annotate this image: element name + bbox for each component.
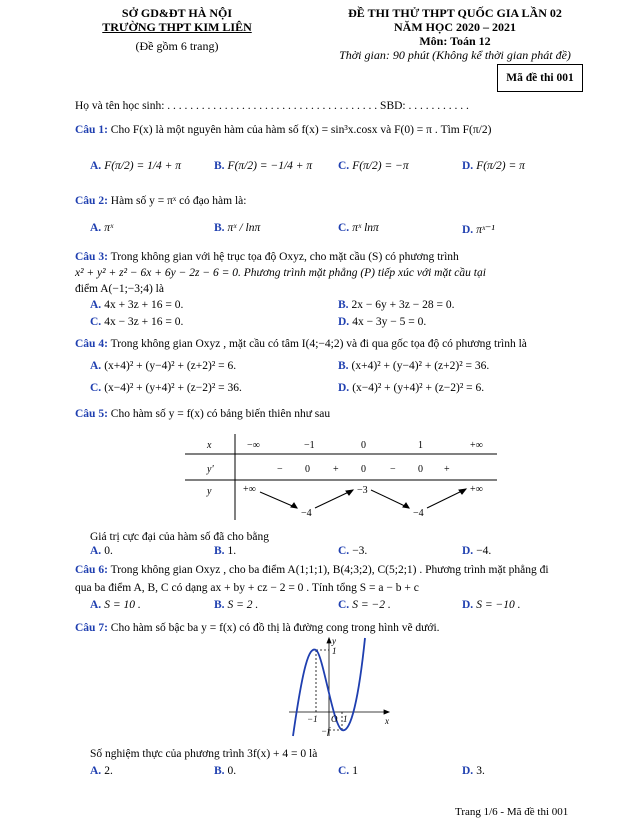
- vt-yp-label: y': [207, 464, 214, 475]
- q7-option-a[interactable]: A. 2.: [90, 765, 113, 777]
- vt-x-2: 0: [361, 440, 366, 451]
- vt-yp-2: +: [333, 464, 339, 475]
- vt-y-1: −4: [301, 508, 312, 519]
- q5-option-b[interactable]: B. 1.: [214, 545, 237, 557]
- exam-title: ĐỀ THI THỬ THPT QUỐC GIA LẦN 02: [348, 6, 562, 20]
- subject: Môn: Toán 12: [419, 34, 491, 48]
- q5-option-d[interactable]: D. −4.: [462, 545, 492, 557]
- graph-x-label: x: [385, 716, 389, 726]
- school-name: TRƯỜNG THPT KIM LIÊN: [102, 20, 252, 34]
- vt-y-3: −4: [413, 508, 424, 519]
- q4-option-b[interactable]: B. (x+4)² + (y−4)² + (z+2)² = 36.: [338, 360, 490, 372]
- question-1: [75, 124, 491, 136]
- vt-x-3: 1: [418, 440, 423, 451]
- question-7: Câu 7: Cho hàm số bậc ba y = f(x) có đồ thị là đường cong trong hình vẽ dưới.: [75, 622, 440, 634]
- exam-code-box: Mã đề thi 001: [497, 64, 583, 92]
- variation-table: [185, 434, 497, 520]
- q4-option-a[interactable]: A. (x+4)² + (y−4)² + (z+2)² = 6.: [90, 360, 237, 372]
- vt-y-4: +∞: [470, 484, 483, 495]
- graph-y-label: y: [332, 636, 336, 646]
- q2-option-c[interactable]: C. πˣ lnπ: [338, 222, 379, 234]
- q7-option-d[interactable]: D. 3.: [462, 765, 485, 777]
- question-4: Câu 4: Trong không gian Oxyz , mặt cầu có tâm I(4;−4;2) và đi qua gốc tọa độ có phương trình là: [75, 338, 527, 350]
- q6-option-d[interactable]: D. S = −10 .: [462, 599, 521, 611]
- vt-yp-5: 0: [418, 464, 423, 475]
- q3-option-b[interactable]: B. 2x − 6y + 3z − 28 = 0.: [338, 299, 455, 311]
- question-5-prompt: Giá trị cực đại của hàm số đã cho bằng: [90, 531, 269, 543]
- graph-origin: O: [331, 714, 338, 724]
- q5-option-c[interactable]: C. −3.: [338, 545, 368, 557]
- question-6-line2: qua ba điểm A, B, C có dạng ax + by + cz − 2 = 0 . Tính tổng S = a − b + c: [75, 582, 419, 594]
- graph-tick-neg1: −1: [307, 714, 318, 724]
- question-3-line2: x² + y² + z² − 6x + 6y − 2z − 6 = 0. Phương trình mặt phẳng (P) tiếp xúc với mặt cầu tại: [75, 267, 486, 279]
- q1-option-b[interactable]: B. F(π/2) = −1/4 + π: [214, 160, 313, 172]
- vt-yp-3: 0: [361, 464, 366, 475]
- vt-y-0: +∞: [243, 484, 256, 495]
- exam-header: [300, 6, 610, 62]
- graph-top-value: 1: [332, 646, 337, 656]
- school-year: NĂM HỌC 2020 – 2021: [394, 20, 516, 34]
- vt-y-label: y: [207, 486, 212, 497]
- exam-duration: Thời gian: 90 phút (Không kể thời gian phát đề): [339, 48, 571, 62]
- department-name: SỞ GD&ĐT HÀ NỘI: [121, 6, 233, 20]
- question-1-label: Câu 1:: [75, 124, 108, 136]
- question-2: Câu 2: Hàm số y = πˣ có đạo hàm là:: [75, 195, 247, 207]
- question-3: Câu 3: Trong không gian với hệ trục tọa độ Oxyz, cho mặt cầu (S) có phương trình: [75, 251, 459, 263]
- q7-option-b[interactable]: B. 0.: [214, 765, 237, 777]
- vt-x-1: −1: [304, 440, 315, 451]
- vt-y-2: −3: [357, 485, 368, 496]
- q6-option-b[interactable]: B. S = 2 .: [214, 599, 259, 611]
- student-info-line: Họ và tên học sinh: . . . . . . . . . . . . . . . . . . . . . . . . . . . . . . . . . . . . . SBD: . . . . . . . . . . .: [75, 100, 469, 112]
- vt-yp-4: −: [390, 464, 396, 475]
- q4-option-d[interactable]: D. (x−4)² + (y+4)² + (z−2)² = 6.: [338, 382, 485, 394]
- question-6: Câu 6: Trong không gian Oxyz , cho ba điểm A(1;1;1), B(4;3;2), C(5;2;1) . Phương trình mặt phẳng đi: [75, 564, 549, 576]
- question-7-prompt: Số nghiệm thực của phương trình 3f(x) + 4 = 0 là: [90, 748, 318, 760]
- q2-option-d[interactable]: D. πˣ⁻¹: [462, 224, 495, 236]
- q1-option-a[interactable]: A. F(π/2) = 1/4 + π: [90, 160, 182, 172]
- vt-yp-0: −: [277, 464, 283, 475]
- q2-option-a[interactable]: A. πˣ: [90, 222, 114, 234]
- vt-x-label: x: [207, 440, 212, 451]
- q6-option-c[interactable]: C. S = −2 .: [338, 599, 391, 611]
- q3-option-c[interactable]: C. 4x − 3z + 16 = 0.: [90, 316, 184, 328]
- q4-option-c[interactable]: C. (x−4)² + (y+4)² + (z−2)² = 36.: [90, 382, 242, 394]
- q5-option-a[interactable]: A. 0.: [90, 545, 113, 557]
- vt-x-4: +∞: [470, 440, 483, 451]
- q3-option-a[interactable]: A. 4x + 3z + 16 = 0.: [90, 299, 184, 311]
- vt-yp-1: 0: [305, 464, 310, 475]
- q2-option-b[interactable]: B. πˣ / lnπ: [214, 222, 261, 234]
- graph-tick-f: −f: [321, 726, 330, 736]
- vt-yp-6: +: [444, 464, 450, 475]
- page-footer: Trang 1/6 - Mã đề thi 001: [455, 806, 569, 818]
- q1-option-d[interactable]: D. F(π/2) = π: [462, 160, 525, 172]
- cubic-graph: [285, 636, 395, 740]
- page-count-note: (Đề gồm 6 trang): [135, 39, 219, 53]
- q6-option-a[interactable]: A. S = 10 .: [90, 599, 141, 611]
- q3-option-d[interactable]: D. 4x − 3y − 5 = 0.: [338, 316, 427, 328]
- q7-option-c[interactable]: C. 1: [338, 765, 358, 777]
- question-1-text: Cho F(x) là một nguyên hàm của hàm số f(x) = sin³x.cosx và F(0) = π . Tìm F(π/2): [107, 124, 492, 136]
- q1-option-c[interactable]: C. F(π/2) = −π: [338, 160, 409, 172]
- vt-x-0: −∞: [247, 440, 260, 451]
- graph-tick-1: 1: [343, 714, 348, 724]
- question-3-line3: điểm A(−1;−3;4) là: [75, 283, 164, 295]
- school-header: [92, 6, 262, 53]
- question-5: Câu 5: Cho hàm số y = f(x) có bảng biến thiên như sau: [75, 408, 331, 420]
